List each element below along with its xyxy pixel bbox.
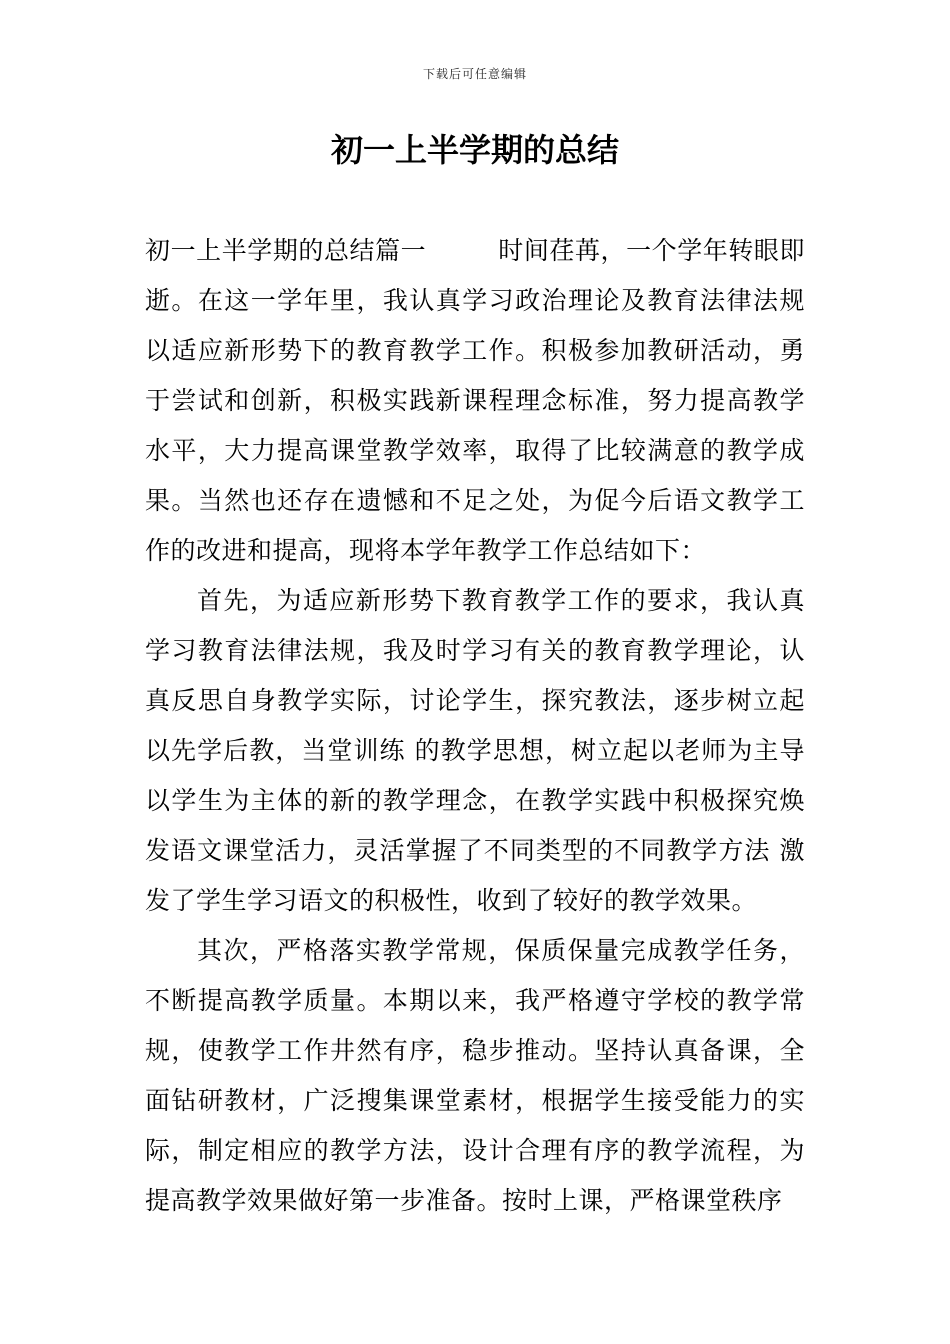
header-note: 下载后可任意编辑 [422, 67, 527, 81]
body-paragraph-1: 首先，为适应新形势下教育教学工作的要求，我认真学习教育法律法规，我及时学习有关的教育教学理论，认真反思自身教学实际，讨论学生，探究教法，逐步树立起以先学后教，当堂训练 的教学思想，树立起以老师为主导以学生为主体的新的教学理念，在教学实践中积极探究焕发语文课堂活力，灵活掌握了不同类型的不同教学方法 激发了学生学习语文的积极性，收到了较好的教学效果。 [145, 586, 805, 915]
body-paragraph-2: 其次，严格落实教学常规，保质保量完成教学任务，不断提高教学质量。本期以来，我严格遵守学校的教学常规，使教学工作井然有序，稳步推动。坚持认真备课，全面钻研教材，广泛搜集课堂素材，根据学生接受能力的实际，制定相应的教学方法，设计合理有序的教学流程，为提高教学效果做好第一步准备。按时上课，严格课堂秩序 [145, 936, 805, 1215]
page-title: 初一上半学期的总结 [330, 131, 619, 169]
section-heading: 初一上半学期的总结篇一 [145, 236, 427, 265]
intro-text: 时间荏苒，一个学年转眼即逝。在这一学年里，我认真学习政治理论及教育法律法规以适应新形势下的教育教学工作。积极参加教研活动，勇于尝试和创新，积极实践新课程理念标准，努力提高教学水平，大力提高课堂教学效率，取得了比较满意的教学成果。当然也还存在遗憾和不足之处，为促今后语文教学工作的改进和提高，现将本学年教学工作总结如下： [145, 236, 805, 565]
document-body [145, 226, 805, 1226]
intro-paragraph [145, 226, 805, 576]
